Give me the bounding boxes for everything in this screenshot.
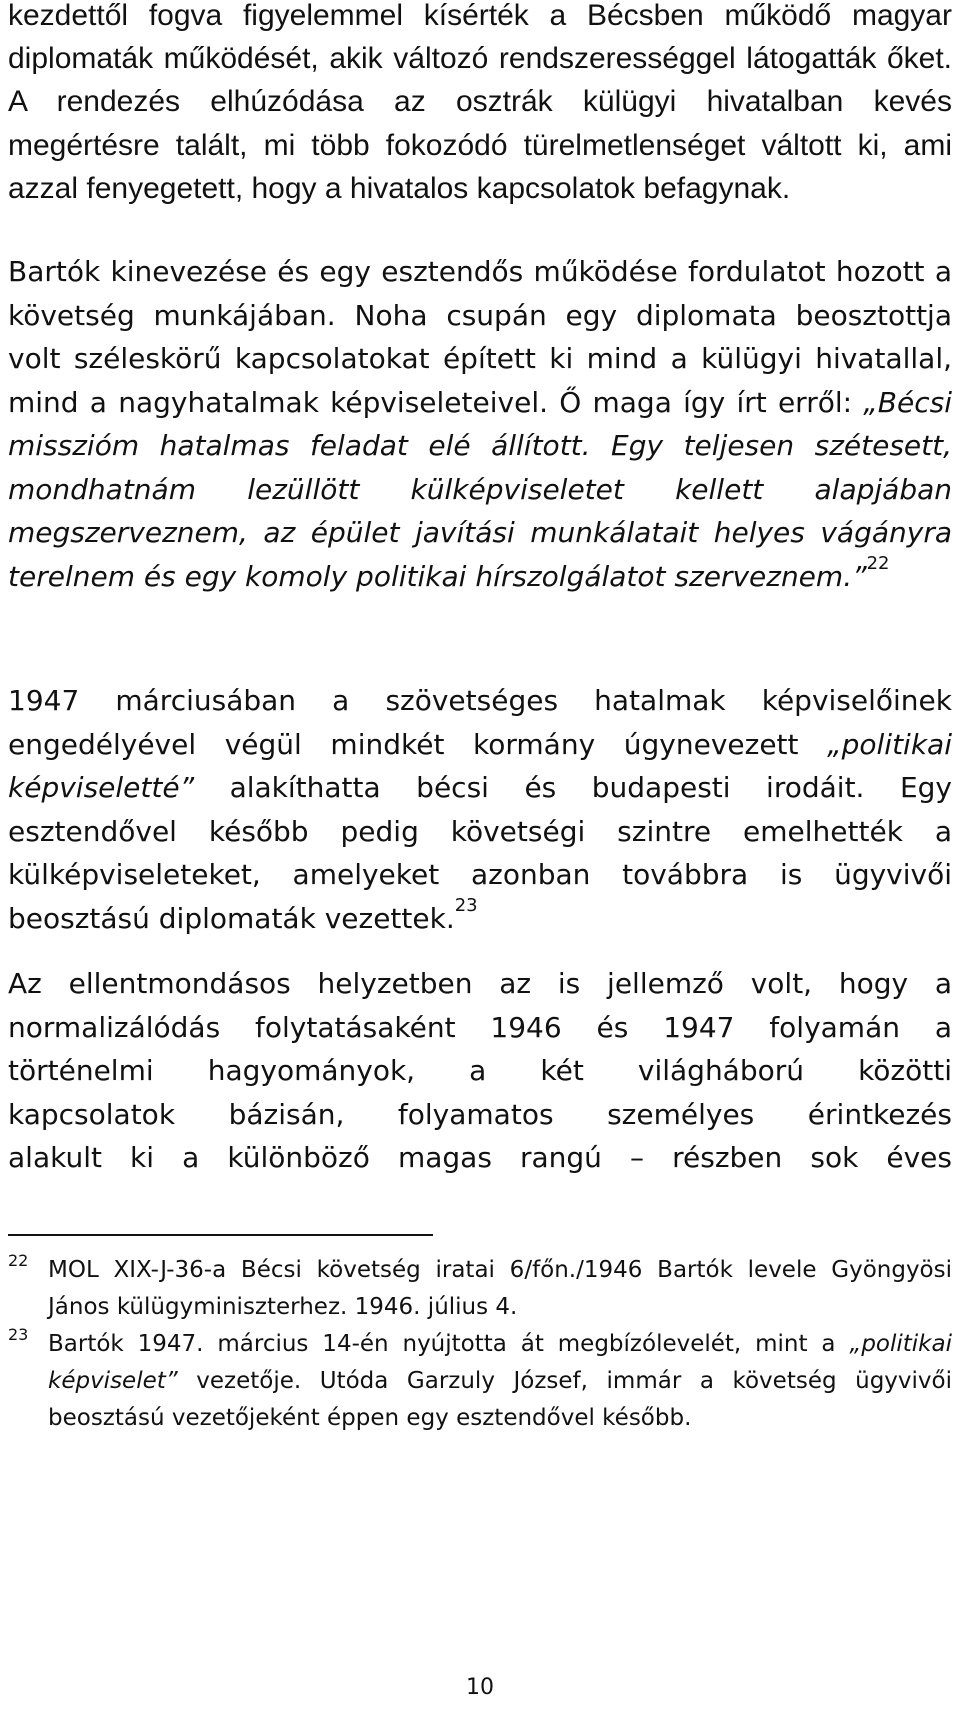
footnote-22 xyxy=(8,1252,952,1326)
paragraph-4-line: Az ellentmondásos helyzetben az is jellemző volt, hogy a xyxy=(8,967,952,1000)
paragraph-3-text-start: 1947 márciusában a szövetséges hatalmak képviselőinek engedélyével végül mindkét kormány úgynevezett xyxy=(8,684,952,761)
paragraph-4-line: alakult ki a különböző magas rangú – részben sok éves xyxy=(8,1141,952,1174)
footnote-23-quote: „politikai képviselet” xyxy=(48,1331,952,1394)
paragraph-2-quote: „Bécsi misszióm hatalmas feladat elé állított. Egy teljesen szétesett, mondhatnám lezüllött külképviseletet kellett alapjában megszerveznem, az épület javítási munkálatait helyes vágányra terelnem és egy komoly politikai hírszolgálatot szerveznem.” xyxy=(8,385,952,593)
paragraph-2 xyxy=(8,250,952,598)
footnotes xyxy=(8,1252,952,1437)
paragraph-4-line: történelmi hagyományok, a két világháború közötti xyxy=(8,1054,952,1087)
footnote-ref-22[interactable]: 22 xyxy=(866,553,890,575)
paragraph-2-text: Bartók kinevezése és egy esztendős működése fordulatot hozott a követség munkájában. Noha csupán egy diplomata beosztottja volt széleskörű kapcsolatokat épített ki mind a külügyi hivatallal, mind a nagyhatalmak képviseleteivel. Ő maga így írt erről: xyxy=(8,255,952,419)
footnote-separator xyxy=(8,1234,433,1236)
paragraph-3 xyxy=(8,679,952,940)
paragraph-3-text-end: alakíthatta bécsi és budapesti irodáit. Egy esztendővel később pedig követségi szintre emelhették a külképviseleteket, amelyeket azonban továbbra is ügyvivői beosztású diplomaták vezettek. xyxy=(8,771,952,935)
footnote-22-mark: 22 xyxy=(8,1251,29,1270)
footnote-23-text-end: vezetője. Utóda Garzuly József, immár a követség ügyvivői beosztású vezetőjeként éppen egy esztendővel később. xyxy=(48,1368,952,1431)
footnote-22-text: MOL XIX-J-36-a Bécsi követség iratai 6/főn./1946 Bartók levele Gyöngyösi János külügyminiszterhez. 1946. július 4. xyxy=(48,1257,952,1320)
footnote-23 xyxy=(8,1326,952,1437)
paragraph-4 xyxy=(8,962,952,1180)
footnote-ref-23[interactable]: 23 xyxy=(454,895,478,917)
paragraph-4-line: kapcsolatok bázisán, folyamatos személyes érintkezés xyxy=(8,1097,952,1131)
page-number: 10 xyxy=(466,1675,494,1700)
paragraph-1: kezdettől fogva figyelemmel kísérték a Bécsben működő magyar diplomaták működését, akik változó rendszerességgel látogatták őket. A rendezés elhúzódása az osztrák külügyi hivatalban kevés megértésre talált, mi több fokozódó türelmetlenséget váltott ki, ami azzal fenyegetett, hogy a hivatalos kapcsolatok befagynak. xyxy=(8,0,952,205)
paragraph-4-line: normalizálódás folytatásaként 1946 és 1947 folyamán a xyxy=(8,1010,952,1044)
footnote-23-text-start: Bartók 1947. március 14-én nyújtotta át megbízólevelét, mint a xyxy=(48,1331,850,1357)
footnote-23-mark: 23 xyxy=(8,1325,29,1344)
document-page xyxy=(8,0,952,1709)
paragraph-3-quote: „politikai képviseletté” xyxy=(8,727,952,804)
